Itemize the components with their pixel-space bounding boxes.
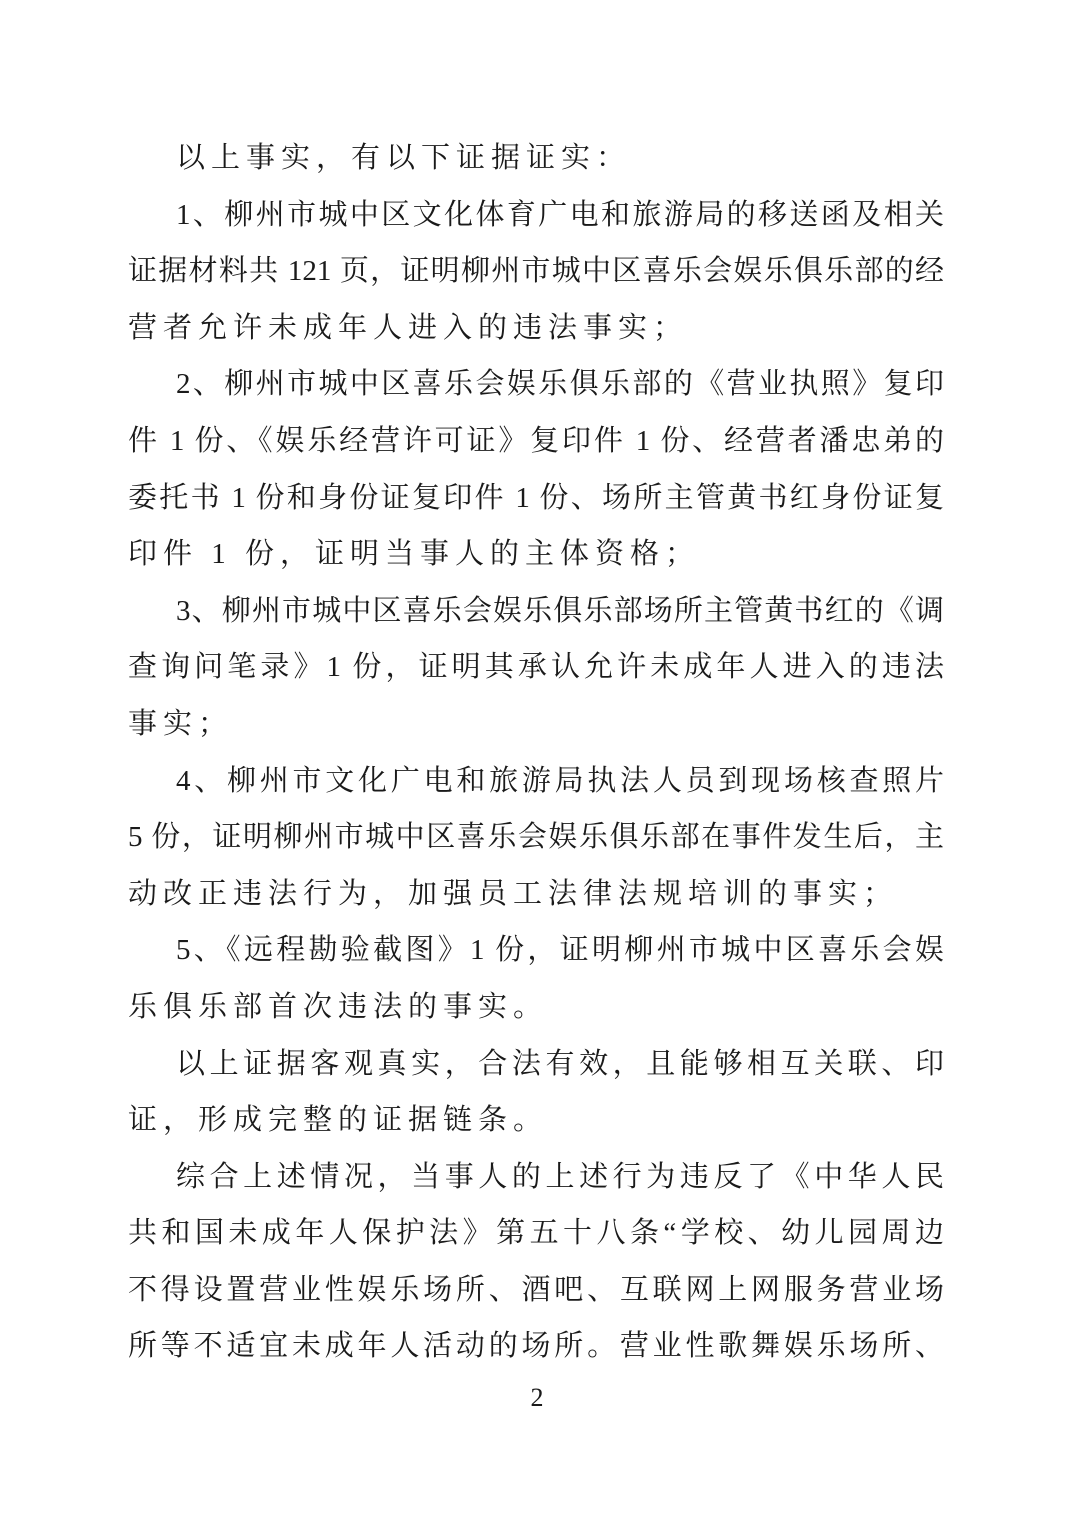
text-line: 2、柳州市城中区喜乐会娱乐俱乐部的《营业执照》复印 [176, 368, 944, 401]
text-line: 营者允许未成年人进入的违法事实； [128, 311, 689, 344]
text-line: 共和国未成年人保护法》第五十八条“学校、幼儿园周边 [128, 1217, 944, 1250]
text-line: 件 1 份、《娱乐经营许可证》复印件 1 份、经营者潘忠弟的 [128, 424, 944, 457]
text-line: 证，形成完整的证据链条。 [128, 1104, 549, 1137]
text-line: 5、《远程勘验截图》1 份，证明柳州市城中区喜乐会娱 [176, 934, 944, 967]
text-line: 不得设置营业性娱乐场所、酒吧、互联网上网服务营业场 [128, 1273, 944, 1306]
text-line: 乐俱乐部首次违法的事实。 [128, 990, 549, 1023]
text-line: 动改正违法行为，加强员工法律法规培训的事实； [128, 877, 899, 910]
page-number: 2 [530, 1383, 544, 1412]
text-line: 事实； [128, 707, 234, 740]
text-line: 以上事实，有以下证据证实： [176, 142, 632, 174]
page-footer [0, 1383, 1074, 1413]
text-line: 1、柳州市城中区文化体育广电和旅游局的移送函及相关 [176, 198, 944, 231]
text-line: 所等不适宜未成年人活动的场所。营业性歌舞娱乐场所、 [128, 1330, 944, 1363]
document-body [128, 130, 944, 1375]
text-line: 证据材料共 121 页，证明柳州市城中区喜乐会娱乐俱乐部的经 [128, 255, 944, 288]
text-line: 印件 1 份，证明当事人的主体资格； [128, 538, 701, 571]
text-line: 3、柳州市城中区喜乐会娱乐俱乐部场所主管黄书红的《调 [176, 594, 944, 627]
text-line: 5 份，证明柳州市城中区喜乐会娱乐俱乐部在事件发生后，主 [128, 821, 944, 854]
text-line: 4、柳州市文化广电和旅游局执法人员到现场核查照片 [176, 764, 944, 797]
text-line: 委托书 1 份和身份证复印件 1 份、场所主管黄书红身份证复 [128, 481, 944, 514]
text-line: 综合上述情况，当事人的上述行为违反了《中华人民 [176, 1160, 944, 1193]
text-line: 以上证据客观真实，合法有效，且能够相互关联、印 [176, 1047, 944, 1080]
text-line: 查询问笔录》1 份，证明其承认允许未成年人进入的违法 [128, 651, 944, 684]
